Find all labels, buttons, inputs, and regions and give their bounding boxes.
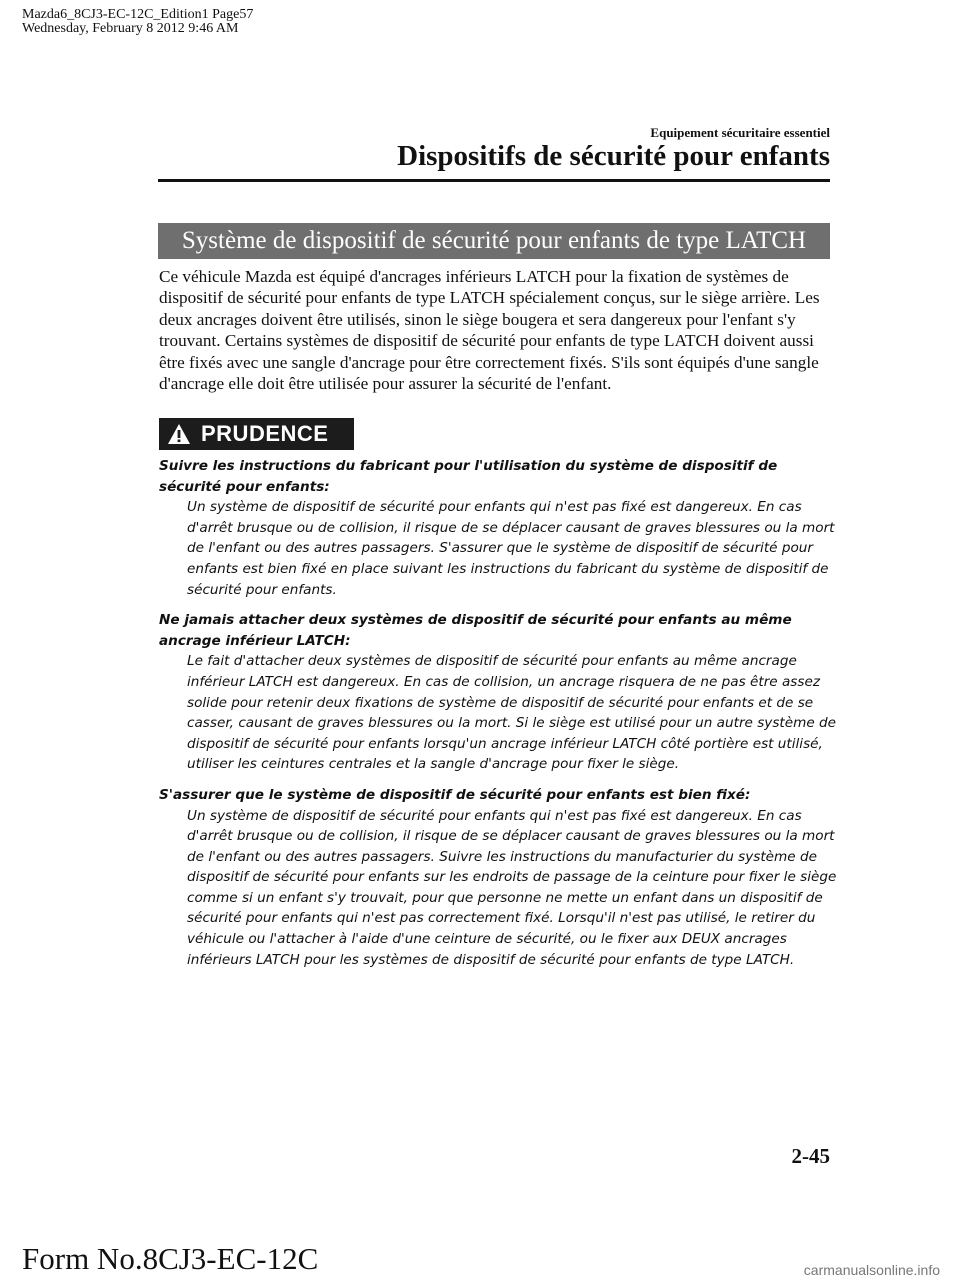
warning-triangle-icon [167,423,191,445]
form-number: Form No.8CJ3-EC-12C [22,1241,319,1276]
caution-item [159,610,839,775]
intro-paragraph: Ce véhicule Mazda est équipé d'ancrages inférieurs LATCH pour la fixation de systèmes de dispositif de sécurité pour enfants de type LATCH spécialement conçus, sur le siège arrière. Les deux ancrages doivent être utilisés, sinon le siège bougera et sera dangereux pour l'enfant s'y trouvant. Certains systèmes de dispositif de sécurité pour enfants de type LATCH doivent aussi être fixés avec une sangle d'ancrage pour être correctement fixés. S'ils sont équipés d'une sangle d'ancrage elle doit être utilisée pour assurer la sécurité de l'enfant. [159,267,820,394]
section-label: Equipement sécuritaire essentiel [650,125,830,140]
watermark: carmanualsonline.info [803,1262,940,1278]
caution-list [159,456,839,980]
caution-label: PRUDENCE [201,421,329,446]
print-meta-line-2: Wednesday, February 8 2012 9:46 AM [22,21,239,36]
header-rule [158,179,830,182]
caution-item-title: Suivre les instructions du fabricant pour l'utilisation du système de dispositif de sécurité pour enfants: [159,458,778,495]
caution-item-title: Ne jamais attacher deux systèmes de dispositif de sécurité pour enfants au même ancrage inférieur LATCH: [159,612,792,649]
caution-item-body: Un système de dispositif de sécurité pour enfants qui n'est pas fixé est dangereux. En cas d'arrêt brusque ou de collision, il risque de se déplacer causant de graves blessures ou la mort de l'enfant ou des autres passagers. Suivre les instructions du manufacturier du système de dispositif de sécurité pour enfants sur les endroits de passage de la ceinture pour fixer le siège comme si un enfant s'y trouvait, pour que personne ne mette un enfant dans un dispositif de sécurité pour enfants qui n'est pas correctement fixé. Lorsqu'il n'est pas utilisé, le retirer du véhicule ou l'attacher à l'aide d'une ceinture de sécurité, ou le fixer aux DEUX ancrages inférieurs LATCH pour les systèmes de dispositif de sécurité pour enfants de type LATCH. [187,807,837,968]
caution-badge [159,418,354,450]
caution-item-body: Un système de dispositif de sécurité pour enfants qui n'est pas fixé est dangereux. En cas d'arrêt brusque ou de collision, il risque de se déplacer causant de graves blessures ou la mort de l'enfant ou des autres passagers. S'assurer que le système de dispositif de sécurité pour enfants est bien fixé en place suivant les instructions du fabricant du système de dispositif de sécurité pour enfants. [187,499,835,598]
caution-item-title: S'assurer que le système de dispositif de sécurité pour enfants est bien fixé: [159,786,751,803]
caution-item [159,785,839,970]
section-banner: Système de dispositif de sécurité pour enfants de type LATCH [158,223,830,259]
caution-item-body: Le fait d'attacher deux systèmes de dispositif de sécurité pour enfants au même ancrage inférieur LATCH est dangereux. En cas de collision, un ancrage risquera de ne pas être assez solide pour retenir deux fixations de système de dispositif de sécurité pour enfants et de se casser, causant de graves blessures ou la mort. Si le siège est utilisé pour un autre système de dispositif de sécurité pour enfants lorsqu'un ancrage inférieur LATCH côté portière est utilisé, utiliser les ceintures centrales et la sangle d'ancrage pour fixer le siège. [187,653,837,773]
print-meta-line-1: Mazda6_8CJ3-EC-12C_Edition1 Page57 [22,7,254,22]
chapter-title: Dispositifs de sécurité pour enfants [397,140,830,172]
page-number: 2-45 [791,1144,830,1168]
caution-item [159,456,839,600]
